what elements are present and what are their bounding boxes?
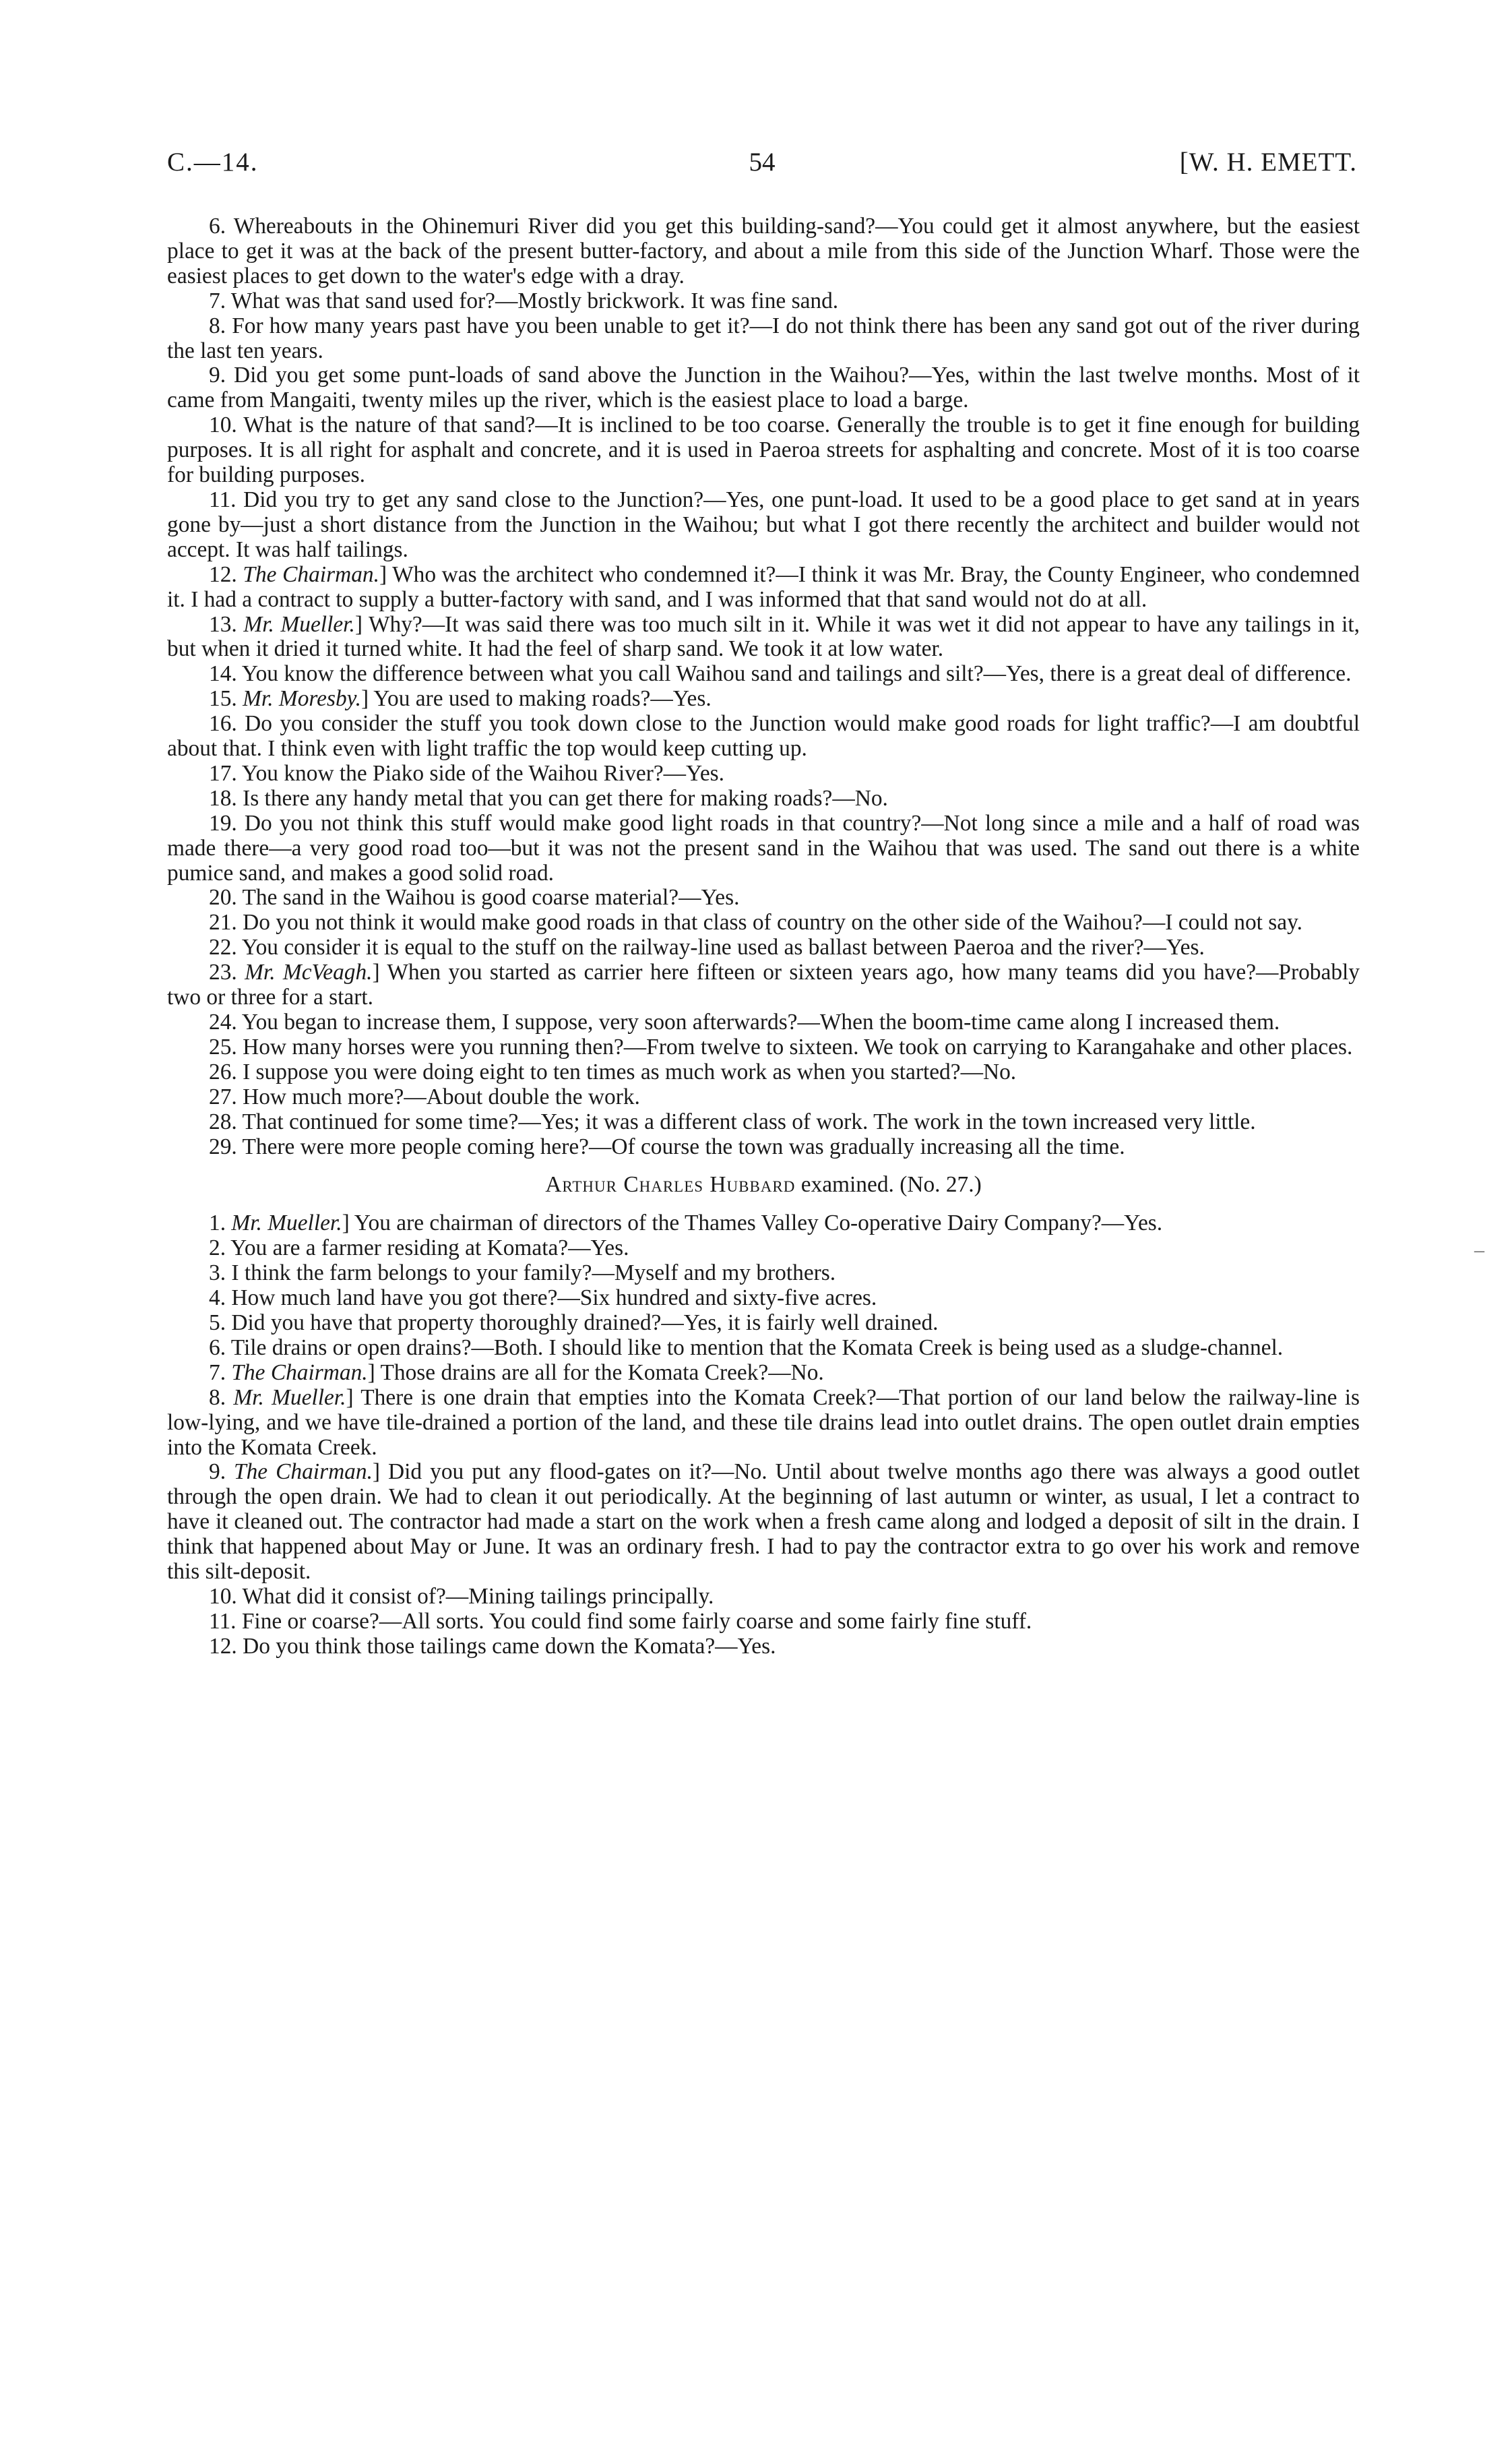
- speaker-name: Mr. Moresby.: [243, 686, 362, 712]
- question-number: 7.: [209, 1359, 226, 1385]
- question-paragraph: 22. You consider it is equal to the stuff on the railway-line used as ballast between Paeroa and the river?—Yes.: [209, 935, 1205, 960]
- question-paragraph: 21. Do you not think it would make good roads in that class of country on the other side of the Waihou?—I could not say.: [209, 910, 1302, 936]
- question-number: 12.: [209, 561, 237, 587]
- question-text: ] Those drains are all for the Komata Creek?—No.: [367, 1359, 824, 1385]
- speaker-name: The Chairman.: [234, 1459, 373, 1485]
- speaker-name: Mr. Mueller.: [231, 1210, 342, 1236]
- question-paragraph: 8. For how many years past have you been unable to get it?—I do not think there has been any sand got out of the river during the last ten years.: [167, 313, 1360, 363]
- question-paragraph: 20. The sand in the Waihou is good coarse material?—Yes.: [209, 885, 740, 911]
- question-number: 8.: [209, 1384, 226, 1410]
- question-paragraph: 12. Do you think those tailings came down the Komata?—Yes.: [209, 1633, 776, 1659]
- question-paragraph: 29. There were more people coming here?—Of course the town was gradually increasing all the time.: [209, 1134, 1125, 1159]
- speaker-name: Mr. McVeagh.: [245, 960, 373, 985]
- question-paragraph: 10. What is the nature of that sand?—It is inclined to be too coarse. Generally the trouble is to get it fine enough for building purposes. It is all right for asphalt and concrete, and it is used in Paeroa streets for asphalting and concrete. Most of it is too coarse for building purposes.: [167, 412, 1360, 488]
- question-paragraph: 10. What did it consist of?—Mining tailings principally.: [209, 1583, 714, 1609]
- question-text: ] There is one drain that empties into the Komata Creek?—That portion of our land below the railway-line is low-lying, and we have tile-drained a portion of the land, and these tile drains lead into outlet drains. The open outlet drain empties into the Komata Creek.: [167, 1384, 1360, 1460]
- question-paragraph: 17. You know the Piako side of the Waihou River?—Yes.: [209, 760, 724, 786]
- question-paragraph: 6. Tile drains or open drains?—Both. I should like to mention that the Komata Creek is being used as a sludge-channel.: [209, 1335, 1284, 1360]
- question-paragraph: 24. You began to increase them, I suppose, very soon afterwards?—When the boom-time came along I increased them.: [209, 1010, 1280, 1035]
- question-paragraph: [167, 1211, 1360, 1236]
- page-number: 54: [749, 148, 776, 177]
- question-text: ] You are chairman of directors of the Thames Valley Co-operative Dairy Company?—Yes.: [342, 1210, 1163, 1236]
- question-number: 23.: [209, 960, 237, 985]
- document-reference: C.—14.: [167, 148, 259, 177]
- question-paragraph: [167, 687, 1360, 712]
- question-paragraph: [167, 613, 1360, 663]
- speaker-name: Mr. Mueller.: [243, 611, 355, 637]
- question-paragraph: 16. Do you consider the stuff you took down close to the Junction would make good roads for light traffic?—I am doubtful about that. I think even with light traffic the top would keep cutting up.: [167, 711, 1360, 762]
- question-paragraph: 2. You are a farmer residing at Komata?—Yes.: [209, 1235, 629, 1261]
- question-text: ] Why?—It was said there was too much silt in it. While it was wet it did not appear to have any tailings in it, but when it dried it turned white. It had the feel of sharp sand. We took it at low water.: [167, 611, 1360, 662]
- question-paragraph: [167, 563, 1360, 613]
- question-text: ] When you started as carrier here fifteen or sixteen years ago, how many teams did you have?—Probably two or three for a start.: [167, 960, 1360, 1010]
- speaker-name: Mr. Mueller.: [233, 1384, 346, 1410]
- witness-heading-suffix: examined. (No. 27.): [795, 1172, 982, 1198]
- question-paragraph: 9. Did you get some punt-loads of sand above the Junction in the Waihou?—Yes, within the last twelve months. Most of it came from Mangaiti, twenty miles up the river, which is the easiest place to load a barge.: [167, 363, 1360, 413]
- question-text: ] Did you put any flood-gates on it?—No. Until about twelve months ago there was always a good outlet through the open drain. We had to clean it out periodically. At the beginning of last autumn or winter, as usual, I let a contract to have it cleaned out. The contractor had made a start on the work when a fresh came along and lodged a deposit of silt in the drain. I think that happened about May or June. It was an ordinary fresh. I had to pay the contractor extra to go over his work and remove this silt-deposit.: [167, 1459, 1360, 1585]
- question-paragraph: 11. Did you try to get any sand close to the Junction?—Yes, one punt-load. It used to be a good place to get sand at in years gone by—just a short distance from the Junction in the Waihou; but what I got there recently the architect and builder would not accept. It was half tailings.: [167, 487, 1360, 562]
- page-header: [167, 147, 1357, 185]
- speaker-name: The Chairman.: [243, 561, 379, 587]
- question-paragraph: 27. How much more?—About double the work.: [209, 1084, 640, 1109]
- question-paragraph: 4. How much land have you got there?—Six hundred and sixty-five acres.: [209, 1285, 877, 1311]
- question-number: 15.: [209, 686, 237, 712]
- question-paragraph: 19. Do you not think this stuff would make good light roads in that country?—Not long since a mile and a half of road was made there—a very good road too—but it was not the present sand in the Waihou that was used. The sand out there is a white pumice sand, and makes a good solid road.: [167, 810, 1360, 886]
- question-paragraph: 25. How many horses were you running then?—From twelve to sixteen. We took on carrying to Karangahake and other places.: [209, 1034, 1353, 1060]
- question-number: 9.: [209, 1459, 226, 1485]
- speaker-name: The Chairman.: [231, 1359, 368, 1385]
- margin-mark: –: [1474, 1239, 1484, 1261]
- question-paragraph: 28. That continued for some time?—Yes; it was a different class of work. The work in the town increased very little.: [209, 1109, 1256, 1134]
- question-text: ] You are used to making roads?—Yes.: [361, 686, 712, 712]
- question-paragraph: 3. I think the farm belongs to your family?—Myself and my brothers.: [209, 1260, 836, 1286]
- question-paragraph: [167, 1460, 1360, 1585]
- witness-heading: [167, 1173, 1360, 1198]
- question-paragraph: [167, 1386, 1360, 1461]
- question-paragraph: 6. Whereabouts in the Ohinemuri River did you get this building-sand?—You could get it almost anywhere, but the easiest place to get it was at the back of the present butter-factory, and about a mile from this side of the Junction Wharf. Those were the easiest places to get down to the water's edge with a dray.: [167, 214, 1360, 288]
- question-paragraph: 11. Fine or coarse?—All sorts. You could find some fairly coarse and some fairly fine stuff.: [209, 1608, 1032, 1634]
- question-paragraph: 14. You know the difference between what you call Waihou sand and tailings and silt?—Yes, there is a great deal of difference.: [209, 661, 1352, 687]
- witness-heading-name: Arthur Charles Hubbard: [545, 1172, 796, 1198]
- question-paragraph: [167, 1361, 1360, 1386]
- question-paragraph: 5. Did you have that property thoroughly drained?—Yes, it is fairly well drained.: [209, 1310, 939, 1335]
- question-text: ] Who was the architect who condemned it?—I think it was Mr. Bray, the County Engineer, who condemned it. I had a contract to supply a butter-factory with sand, and I was informed that that sand would not do at all.: [167, 561, 1360, 612]
- question-paragraph: 7. What was that sand used for?—Mostly brickwork. It was fine sand.: [209, 288, 839, 313]
- question-number: 1.: [209, 1210, 226, 1236]
- question-number: 13.: [209, 611, 237, 637]
- question-paragraph: [167, 960, 1360, 1010]
- testimony-body: [167, 214, 1360, 1659]
- question-paragraph: 18. Is there any handy metal that you can get there for making roads?—No.: [209, 785, 888, 811]
- witness-name: [W. H. EMETT.: [1179, 148, 1357, 177]
- question-paragraph: 26. I suppose you were doing eight to ten times as much work as when you started?—No.: [209, 1059, 1017, 1084]
